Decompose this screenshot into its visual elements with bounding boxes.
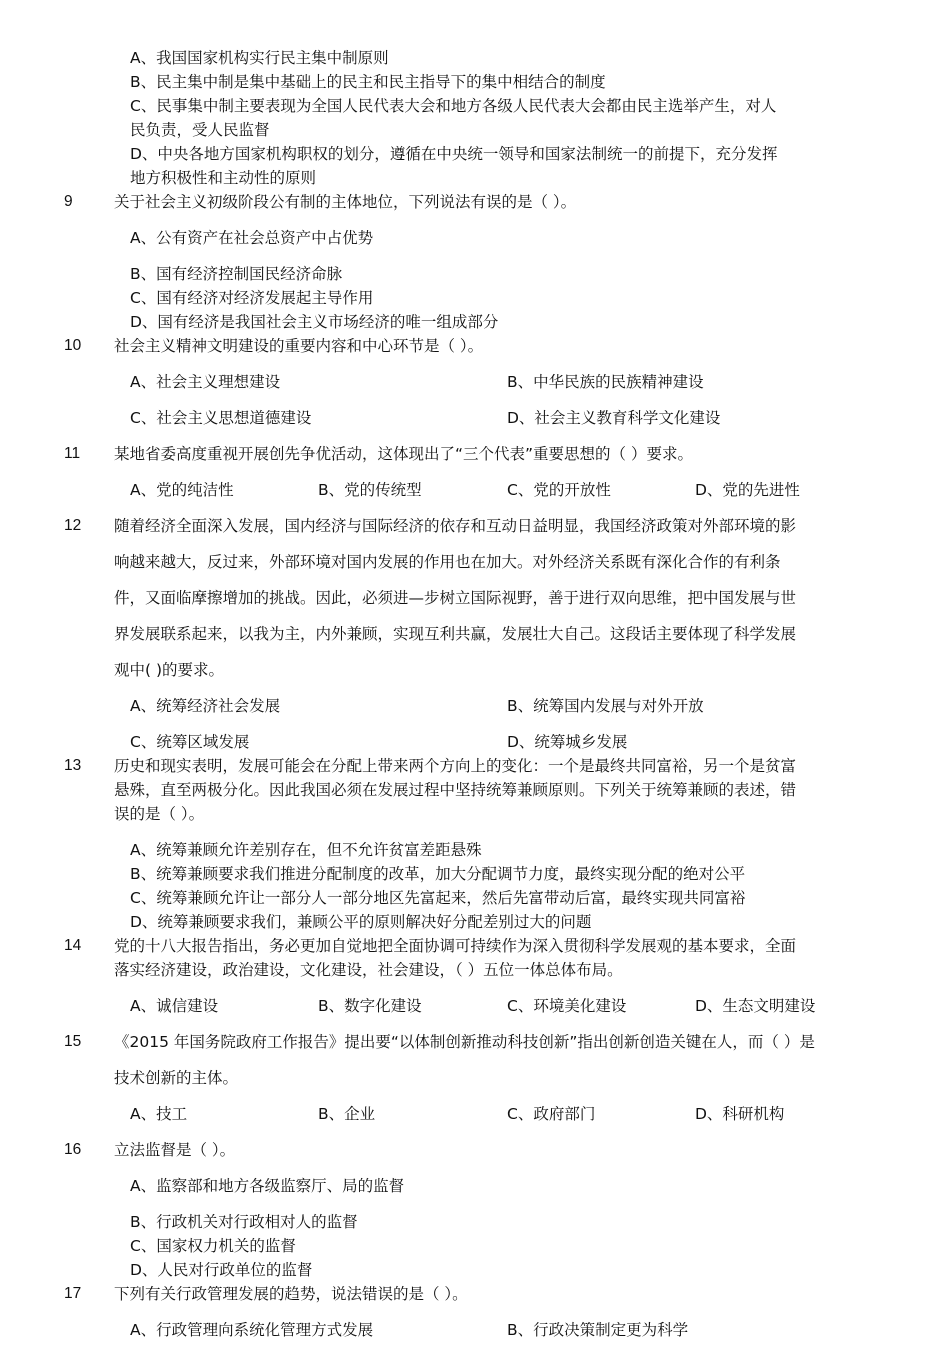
q11-number: 11	[64, 445, 81, 462]
q13-stem-line: 误的是（ ）。	[114, 805, 205, 823]
q12-stem-line: 界发展联系起来，以我为主，内外兼顾，实现互利共赢，发展壮大自己。这段话主要体现了科学发展	[114, 625, 797, 643]
q16-number: 16	[64, 1141, 82, 1158]
q15-option-b: B、企业	[318, 1105, 376, 1123]
q15-option-d: D、科研机构	[695, 1105, 785, 1123]
q17-stem: 下列有关行政管理发展的趋势，说法错误的是（ ）。	[114, 1285, 468, 1303]
q12-option-c: C、统筹区域发展	[130, 733, 250, 751]
q14-option-a: A、诚信建设	[130, 997, 219, 1015]
q14-number: 14	[64, 937, 82, 954]
q16-stem: 立法监督是（ ）。	[114, 1141, 236, 1159]
q15-stem-line: 技术创新的主体。	[114, 1069, 239, 1087]
q13-option-b: B、统筹兼顾要求我们推进分配制度的改革，加大分配调节力度，最终实现分配的绝对公平	[130, 865, 746, 883]
q14-stem-line: 党的十八大报告指出，务必更加自觉地把全面协调可持续作为深入贯彻科学发展观的基本要求，全面	[114, 937, 797, 955]
q12-stem-line: 随着经济全面深入发展，国内经济与国际经济的依存和互动日益明显，我国经济政策对外部环境的影	[114, 517, 797, 535]
q15-option-c: C、政府部门	[507, 1105, 596, 1123]
q12-stem-line: 响越来越大，反过来，外部环境对国内发展的作用也在加大。对外经济关系既有深化合作的有利条	[114, 553, 781, 571]
q9-option-d: D、国有经济是我国社会主义市场经济的唯一组成部分	[130, 313, 499, 331]
q9-option-a: A、公有资产在社会总资产中占优势	[130, 229, 374, 247]
q13-number: 13	[64, 757, 82, 774]
q11-option-d: D、党的先进性	[695, 481, 800, 499]
q17-number: 17	[64, 1285, 82, 1302]
q17-option-a: A、行政管理向系统化管理方式发展	[130, 1321, 374, 1339]
q8-option-b: B、民主集中制是集中基础上的民主和民主指导下的集中相结合的制度	[130, 73, 606, 91]
q10-option-b: B、中华民族的民族精神建设	[507, 373, 704, 391]
q12-option-d: D、统筹城乡发展	[507, 733, 628, 751]
q8-option-c-cont: 民负责，受人民监督	[130, 121, 270, 139]
q13-option-c: C、统筹兼顾允许让一部分人一部分地区先富起来，然后先富带动后富，最终实现共同富裕	[130, 889, 746, 907]
q8-option-c: C、民事集中制主要表现为全国人民代表大会和地方各级人民代表大会都由民主选举产生，对人	[130, 97, 777, 115]
q8-option-d: D、中央各地方国家机构职权的划分，遵循在中央统一领导和国家法制统一的前提下，充分发挥	[130, 145, 778, 163]
q12-stem-line: 观中( )的要求。	[114, 661, 225, 679]
q15-stem-line: 《2015 年国务院政府工作报告》提出要“以体制创新推动科技创新”指出创新创造关键在人，而（ ）是	[114, 1033, 815, 1051]
q8-option-a: A、我国国家机构实行民主集中制原则	[130, 49, 389, 67]
q14-option-c: C、环境美化建设	[507, 997, 627, 1015]
q10-option-a: A、社会主义理想建设	[130, 373, 281, 391]
q12-option-a: A、统筹经济社会发展	[130, 697, 281, 715]
q14-option-d: D、生态文明建设	[695, 997, 816, 1015]
q11-option-b: B、党的传统型	[318, 481, 422, 499]
q10-option-c: C、社会主义思想道德建设	[130, 409, 312, 427]
q13-option-a: A、统筹兼顾允许差别存在，但不允许贫富差距悬殊	[130, 841, 482, 859]
q14-stem-line: 落实经济建设，政治建设，文化建设，社会建设，（ ）五位一体总体布局。	[114, 961, 623, 979]
q9-stem: 关于社会主义初级阶段公有制的主体地位，下列说法有误的是（ ）。	[114, 193, 577, 211]
q13-option-d: D、统筹兼顾要求我们，兼顾公平的原则解决好分配差别过大的问题	[130, 913, 592, 931]
q8-option-d-cont: 地方积极性和主动性的原则	[130, 169, 317, 187]
q9-option-b: B、国有经济控制国民经济命脉	[130, 265, 343, 283]
q14-option-b: B、数字化建设	[318, 997, 422, 1015]
q11-option-a: A、党的纯洁性	[130, 481, 234, 499]
q9-option-c: C、国有经济对经济发展起主导作用	[130, 289, 374, 307]
q12-number: 12	[64, 517, 82, 534]
q9-number: 9	[64, 193, 73, 210]
q10-stem: 社会主义精神文明建设的重要内容和中心环节是（ ）。	[114, 337, 484, 355]
q12-stem-line: 件，又面临摩擦增加的挑战。因此，必须进—步树立国际视野，善于进行双向思维，把中国发展与世	[114, 589, 797, 607]
q10-option-d: D、社会主义教育科学文化建设	[507, 409, 721, 427]
q15-number: 15	[64, 1033, 82, 1050]
q16-option-c: C、国家权力机关的监督	[130, 1237, 296, 1255]
q11-option-c: C、党的开放性	[507, 481, 611, 499]
q12-option-b: B、统筹国内发展与对外开放	[507, 697, 704, 715]
q16-option-b: B、行政机关对行政相对人的监督	[130, 1213, 358, 1231]
q17-option-b: B、行政决策制定更为科学	[507, 1321, 689, 1339]
q13-stem-line: 历史和现实表明，发展可能会在分配上带来两个方向上的变化：一个是最终共同富裕，另一个是贫富	[114, 757, 797, 775]
q15-option-a: A、技工	[130, 1105, 188, 1123]
q13-stem-line: 悬殊，直至两极分化。因此我国必须在发展过程中坚持统筹兼顾原则。下列关于统筹兼顾的表述，错	[114, 781, 797, 799]
q11-stem: 某地省委高度重视开展创先争优活动，这体现出了“三个代表”重要思想的（ ）要求。	[114, 445, 693, 463]
q10-number: 10	[64, 337, 82, 354]
q16-option-d: D、人民对行政单位的监督	[130, 1261, 313, 1279]
q16-option-a: A、监察部和地方各级监察厅、局的监督	[130, 1177, 405, 1195]
